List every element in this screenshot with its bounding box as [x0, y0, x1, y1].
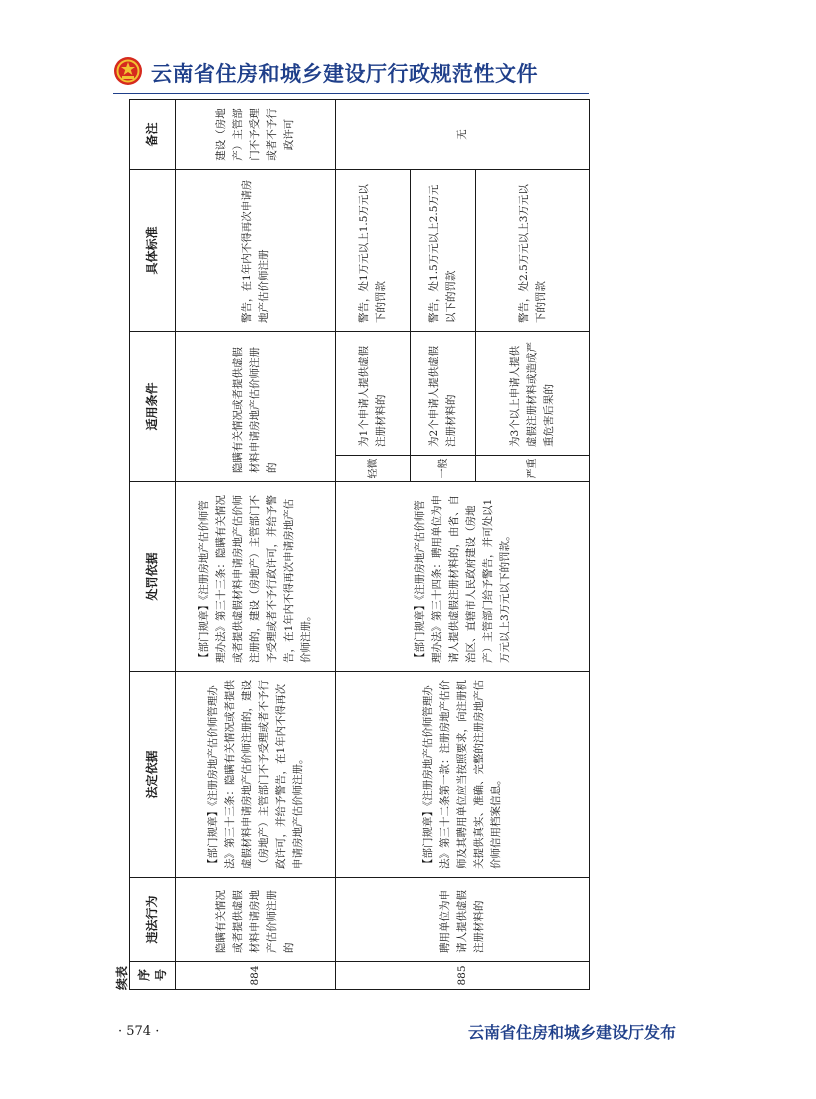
rotated-table-container	[113, 100, 589, 990]
header-divider	[113, 93, 589, 94]
row-number: 884	[176, 962, 336, 990]
table-row	[336, 99, 411, 989]
severity-serious: 严重	[476, 456, 590, 482]
violation-cell: 聘用单位为申请人提供虚假注册材料的	[336, 878, 590, 962]
standard-cell: 警告，处1万元以上1.5万元以下的罚款	[336, 169, 411, 331]
note-cell: 建设（房地产）主管部门不予受理或者不予行政许可	[176, 99, 336, 169]
condition-cell: 为2个申请人提供虚假注册材料的	[411, 331, 476, 455]
table-header-row	[130, 99, 176, 989]
publisher-label: 云南省住房和城乡建设厅发布	[468, 1023, 677, 1042]
condition-cell: 为1个申请人提供虚假注册材料的	[336, 331, 411, 455]
page-number: · 574 ·	[118, 1024, 160, 1039]
column-header-penalty-basis: 处罚依据	[130, 482, 176, 672]
column-header-number: 序号	[130, 962, 176, 990]
column-header-standard: 具体标准	[130, 169, 176, 331]
page-header	[103, 52, 703, 92]
penalty-basis-cell: 【部门规章】《注册房地产估价师管理办法》第三十三条：隐瞒有关情况或者提供虚假材料申请房地产估价师注册的，建设（房地产）主管部门不予受理或者不予行政许可，并给予警告，在1年内不得再次申请房地产估价师注册。	[176, 482, 336, 672]
column-header-condition: 适用条件	[130, 331, 176, 481]
penalty-basis-cell: 【部门规章】《注册房地产估价师管理办法》第三十四条：聘用单位为申请人提供虚假注册材料的，由省、自治区、直辖市人民政府建设（房地产）主管部门给予警告，并可处以1万元以上3万元以下的罚款。	[336, 482, 590, 672]
document-series-title: 云南省住房和城乡建设厅行政规范性文件	[151, 62, 538, 86]
legal-basis-cell: 【部门规章】《注册房地产估价师管理办法》第三十三条：隐瞒有关情况或者提供虚假材料申请房地产估价师注册的，建设（房地产）主管部门不予受理或者不予行政许可，并给予警告，在1年内不得再次申请房地产估价师注册。	[176, 672, 336, 878]
column-header-violation: 违法行为	[130, 878, 176, 962]
severity-light: 轻微	[336, 456, 411, 482]
legal-basis-cell: 【部门规章】《注册房地产估价师管理办法》第三十二条第一款：注册房地产估价师及其聘用单位应当按照要求，向注册机关提供真实、准确、完整的注册房地产估价师信用档案信息。	[336, 672, 590, 878]
column-header-note: 备注	[130, 99, 176, 169]
national-emblem-icon	[113, 56, 143, 86]
table-continued-label: 续表	[115, 965, 129, 990]
table-row	[176, 99, 336, 989]
condition-cell: 为3个以上申请人提供虚假注册材料或造成严重危害后果的	[476, 331, 590, 455]
standard-cell: 警告，处1.5万元以上2.5万元以下的罚款	[411, 169, 476, 331]
column-header-legal-basis: 法定依据	[130, 672, 176, 878]
severity-general: 一般	[411, 456, 476, 482]
row-number: 885	[336, 962, 590, 990]
condition-cell: 隐瞒有关情况或者提供虚假材料申请房地产估价师注册的	[176, 331, 336, 481]
standard-cell: 警告，处2.5万元以上3万元以下的罚款	[476, 169, 590, 331]
note-cell: 无	[336, 99, 590, 169]
violation-cell: 隐瞒有关情况或者提供虚假材料申请房地产估价师注册的	[176, 878, 336, 962]
standard-cell: 警告，在1年内不得再次申请房地产估价师注册	[176, 169, 336, 331]
penalty-standard-table	[129, 99, 590, 990]
